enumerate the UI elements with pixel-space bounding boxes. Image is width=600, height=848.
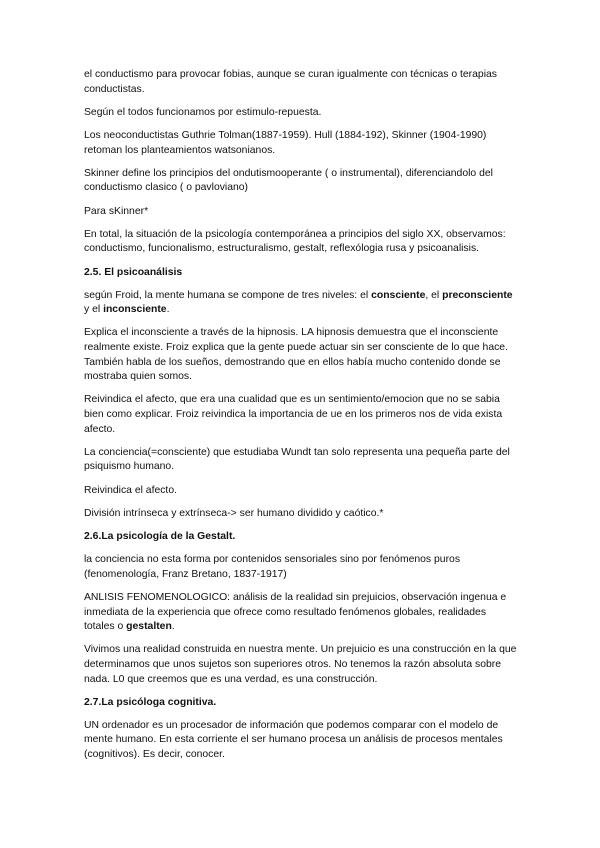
paragraph [84, 68, 518, 97]
bold-term: consciente [371, 289, 426, 301]
text-run: 2.7.La psicóloga cognitiva. [84, 696, 217, 708]
text-run: División intrínseca y extrínseca-> ser humano dividido y caótico.* [84, 507, 384, 519]
text-run: La conciencia(=consciente) que estudiaba Wundt tan solo representa una pequeña parte del psiquismo humano. [84, 446, 510, 473]
paragraph [84, 129, 518, 158]
section-heading [84, 530, 518, 545]
text-run: Según el todos funcionamos por estimulo-repuesta. [84, 106, 322, 118]
text-run: el conductismo para provocar fobias, aunque se curan igualmente con técnicas o terapias conductistas. [84, 69, 497, 95]
paragraph [84, 106, 518, 121]
bold-term: inconsciente [103, 304, 167, 316]
paragraph [84, 643, 518, 687]
paragraph [84, 719, 518, 763]
paragraph [84, 205, 518, 220]
paragraph [84, 289, 518, 318]
text-run: Reivindica el afecto. [84, 484, 177, 496]
bold-term: gestalten [126, 621, 172, 633]
text-run: , el [425, 289, 443, 301]
text-run: Explica el inconsciente a través de la hipnosis. LA hipnosis demuestra que el inconsciente realmente existe. Froiz explica que la gente puede actuar sin ser consciente de lo que hace. También habla de los sueños, demostrando que en ellos había mucho contenido donde se mostraba quien somos. [84, 327, 508, 383]
text-run: ANLISIS FENOMENOLOGICO: análisis de la realidad sin prejuicios, observación ingenua e inmediata de la experiencia que ofrece como resultado fenómenos globales, realidades totales o [84, 591, 507, 633]
text-run: según Froid, la mente humana se compone de tres niveles: el [84, 289, 372, 301]
section-heading [84, 696, 518, 711]
text-run: En total, la situación de la psicología contemporánea a principios del siglo XX, observamos: conductismo, funcionalismo, estructuralismo, gestalt, reflexólogia rusa y psicoanalisis. [84, 228, 506, 255]
paragraph [84, 507, 518, 522]
paragraph [84, 446, 518, 475]
text-run: Skinner define los principios del ondutismooperante ( o instrumental), diferenciandolo del conductismo clasico ( o pavloviano) [84, 167, 493, 194]
text-run: UN ordenador es un procesador de información que podemos comparar con el modelo de mente humano. En esta corriente el ser humano procesa un análisis de procesos mentales (cognitivos). Es decir, conocer. [84, 719, 503, 761]
text-run: 2.6.La psicología de la Gestalt. [84, 530, 236, 542]
bold-term: preconsciente [442, 289, 513, 301]
text-run: Vivimos una realidad construida en nuestra mente. Un prejuicio es una construcción en la que determinamos que unos sujetos son superiores otros. No tenemos la razón absoluta sobre nada. L0 que creemos que es una verdad, es una construcción. [84, 644, 517, 685]
paragraph [84, 591, 518, 635]
text-run: Los neoconductistas Guthrie Tolman(1887-1959). Hull (1884-192), Skinner (1904-1990) retoman los planteamientos watsonianos. [84, 129, 487, 156]
paragraph [84, 326, 518, 384]
text-run: la conciencia no esta forma por contenidos sensoriales sino por fenómenos puros (fenomenología, Franz Bretano, 1837-1917) [84, 554, 461, 580]
paragraph [84, 228, 518, 257]
text-run: . [166, 304, 170, 316]
paragraph [84, 393, 518, 437]
text-run: Reivindica el afecto, que era una cualidad que es un sentimiento/emocion que no se sabia bien como explicar. Froiz reivindica la importancia de ue en los primeros nos de vida exista afecto. [84, 394, 503, 435]
text-run: Para sKinner* [84, 205, 149, 217]
text-run: . [171, 621, 175, 633]
text-run: y el [84, 304, 104, 316]
section-heading [84, 266, 518, 281]
paragraph [84, 553, 518, 582]
paragraph [84, 484, 518, 499]
document-body [84, 68, 518, 763]
text-run: 2.5. El psicoanálisis [84, 266, 183, 278]
paragraph [84, 167, 518, 196]
